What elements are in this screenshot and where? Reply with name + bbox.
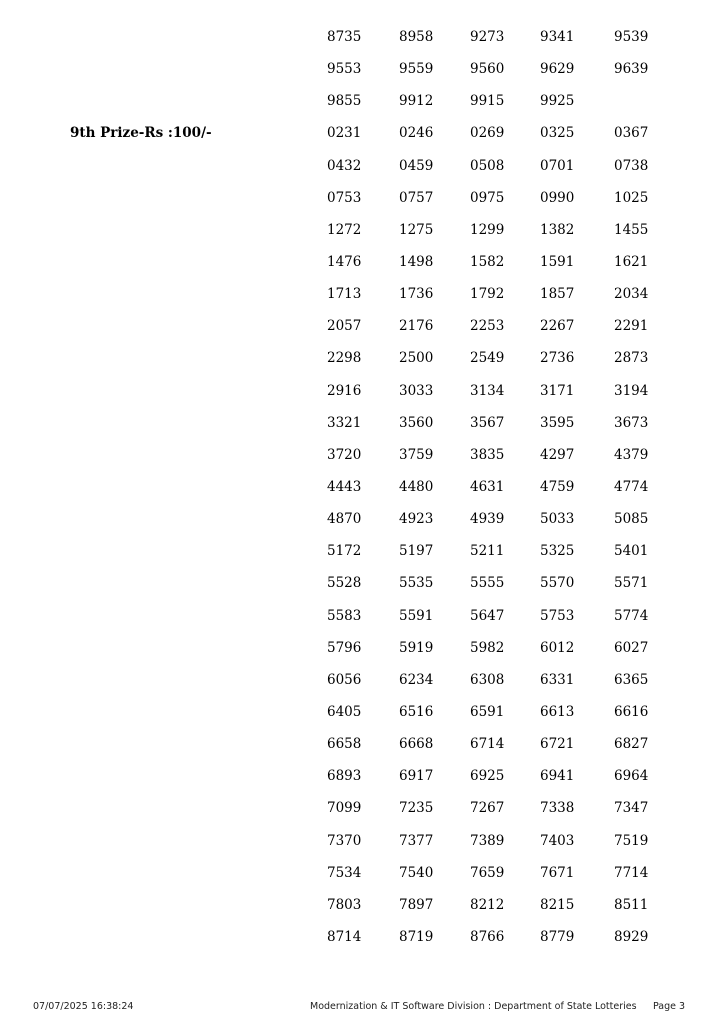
ticket-number: 6234 — [399, 671, 434, 688]
table-row — [0, 317, 724, 349]
ticket-number: 5774 — [614, 607, 649, 624]
ticket-number: 0990 — [540, 189, 575, 206]
ticket-number-grid — [0, 28, 724, 960]
ticket-number: 2736 — [540, 350, 575, 367]
ticket-number: 7338 — [540, 800, 575, 817]
ticket-number: 5033 — [540, 511, 575, 528]
ticket-number: 0246 — [399, 125, 434, 142]
ticket-number: 3321 — [327, 414, 362, 431]
ticket-number: 6365 — [614, 671, 649, 688]
table-row — [0, 221, 724, 253]
table-row — [0, 382, 724, 414]
table-row — [0, 349, 724, 381]
table-row — [0, 157, 724, 189]
ticket-number: 2253 — [470, 318, 505, 335]
ticket-number: 8719 — [399, 928, 434, 945]
table-row — [0, 799, 724, 831]
ticket-number: 6941 — [540, 768, 575, 785]
ticket-number: 6827 — [614, 736, 649, 753]
ticket-number: 2549 — [470, 350, 505, 367]
table-row — [0, 60, 724, 92]
ticket-number: 1621 — [614, 253, 649, 270]
ticket-number: 5401 — [614, 543, 649, 560]
ticket-number: 8212 — [470, 896, 505, 913]
ticket-number: 1498 — [399, 253, 434, 270]
ticket-number: 5555 — [470, 575, 505, 592]
ticket-number: 7540 — [399, 864, 434, 881]
ticket-number: 9925 — [540, 93, 575, 110]
table-row — [0, 639, 724, 671]
ticket-number: 9915 — [470, 93, 505, 110]
ticket-number: 5325 — [540, 543, 575, 560]
ticket-number: 8511 — [614, 896, 649, 913]
ticket-number: 5211 — [470, 543, 505, 560]
ticket-number: 7519 — [614, 832, 649, 849]
ticket-number: 1272 — [327, 221, 362, 238]
ticket-number: 3560 — [399, 414, 434, 431]
ticket-number: 4939 — [470, 511, 505, 528]
ticket-number: 9273 — [470, 29, 505, 45]
ticket-number: 7347 — [614, 800, 649, 817]
ticket-number: 6027 — [614, 639, 649, 656]
prize-heading: 9th Prize-Rs :100/- — [70, 125, 212, 141]
ticket-number: 2873 — [614, 350, 649, 367]
ticket-number: 6964 — [614, 768, 649, 785]
ticket-number: 6308 — [470, 671, 505, 688]
table-row — [0, 574, 724, 606]
ticket-number: 0432 — [327, 157, 362, 174]
ticket-number: 4297 — [540, 446, 575, 463]
ticket-number: 8766 — [470, 928, 505, 945]
table-row — [0, 285, 724, 317]
ticket-number: 5591 — [399, 607, 434, 624]
ticket-number: 2057 — [327, 318, 362, 335]
ticket-number: 3595 — [540, 414, 575, 431]
ticket-number: 9639 — [614, 61, 649, 78]
ticket-number: 1025 — [614, 189, 649, 206]
ticket-number: 0325 — [540, 125, 575, 142]
ticket-number: 1476 — [327, 253, 362, 270]
table-row — [0, 189, 724, 221]
ticket-number: 3720 — [327, 446, 362, 463]
table-row — [0, 124, 724, 156]
ticket-number: 9560 — [470, 61, 505, 78]
ticket-number: 5753 — [540, 607, 575, 624]
ticket-number: 8735 — [327, 29, 362, 45]
ticket-number: 7671 — [540, 864, 575, 881]
ticket-number: 1792 — [470, 286, 505, 303]
ticket-number: 7803 — [327, 896, 362, 913]
table-row — [0, 767, 724, 799]
table-row — [0, 832, 724, 864]
ticket-number: 0701 — [540, 157, 575, 174]
ticket-number: 2916 — [327, 382, 362, 399]
ticket-number: 1857 — [540, 286, 575, 303]
ticket-number: 9341 — [540, 29, 575, 45]
ticket-number: 6925 — [470, 768, 505, 785]
ticket-number: 1382 — [540, 221, 575, 238]
ticket-number: 1736 — [399, 286, 434, 303]
ticket-number: 7659 — [470, 864, 505, 881]
table-row — [0, 478, 724, 510]
table-row — [0, 607, 724, 639]
ticket-number: 5197 — [399, 543, 434, 560]
ticket-number: 4774 — [614, 478, 649, 495]
table-row — [0, 28, 724, 60]
table-row — [0, 671, 724, 703]
ticket-number: 5919 — [399, 639, 434, 656]
ticket-number: 6012 — [540, 639, 575, 656]
print-timestamp: 07/07/2025 16:38:24 — [33, 1001, 134, 1012]
ticket-number: 4379 — [614, 446, 649, 463]
ticket-number: 0508 — [470, 157, 505, 174]
ticket-number: 9629 — [540, 61, 575, 78]
ticket-number: 3194 — [614, 382, 649, 399]
page-number: Page 3 — [653, 1001, 686, 1012]
ticket-number: 0459 — [399, 157, 434, 174]
ticket-number: 7267 — [470, 800, 505, 817]
ticket-number: 7403 — [540, 832, 575, 849]
ticket-number: 3759 — [399, 446, 434, 463]
ticket-number: 8714 — [327, 928, 362, 945]
ticket-number: 3171 — [540, 382, 575, 399]
ticket-number: 9553 — [327, 61, 362, 78]
ticket-number: 5982 — [470, 639, 505, 656]
ticket-number: 5172 — [327, 543, 362, 560]
table-row — [0, 446, 724, 478]
ticket-number: 6917 — [399, 768, 434, 785]
ticket-number: 6516 — [399, 703, 434, 720]
ticket-number: 1299 — [470, 221, 505, 238]
ticket-number: 3673 — [614, 414, 649, 431]
ticket-number: 3835 — [470, 446, 505, 463]
ticket-number: 4631 — [470, 478, 505, 495]
ticket-number: 7099 — [327, 800, 362, 817]
ticket-number: 9559 — [399, 61, 434, 78]
table-row — [0, 542, 724, 574]
table-row — [0, 92, 724, 124]
ticket-number: 5647 — [470, 607, 505, 624]
ticket-number: 2291 — [614, 318, 649, 335]
ticket-number: 9912 — [399, 93, 434, 110]
ticket-number: 0269 — [470, 125, 505, 142]
ticket-number: 9855 — [327, 93, 362, 110]
table-row — [0, 414, 724, 446]
ticket-number: 7370 — [327, 832, 362, 849]
ticket-number: 6616 — [614, 703, 649, 720]
ticket-number: 8958 — [399, 29, 434, 45]
ticket-number: 4870 — [327, 511, 362, 528]
ticket-number: 8215 — [540, 896, 575, 913]
footer-division: Modernization & IT Software Division : Department of State Lotteries — [310, 1001, 637, 1012]
ticket-number: 6331 — [540, 671, 575, 688]
ticket-number: 6591 — [470, 703, 505, 720]
ticket-number: 7235 — [399, 800, 434, 817]
ticket-number: 8779 — [540, 928, 575, 945]
table-row — [0, 253, 724, 285]
ticket-number: 5796 — [327, 639, 362, 656]
table-row — [0, 896, 724, 928]
ticket-number: 8929 — [614, 928, 649, 945]
ticket-number: 3567 — [470, 414, 505, 431]
ticket-number: 7389 — [470, 832, 505, 849]
table-row — [0, 703, 724, 735]
ticket-number: 0753 — [327, 189, 362, 206]
ticket-number: 5528 — [327, 575, 362, 592]
ticket-number: 7714 — [614, 864, 649, 881]
ticket-number: 2298 — [327, 350, 362, 367]
ticket-number: 2500 — [399, 350, 434, 367]
ticket-number: 4443 — [327, 478, 362, 495]
ticket-number: 1713 — [327, 286, 362, 303]
ticket-number: 9539 — [614, 29, 649, 45]
table-row — [0, 928, 724, 960]
ticket-number: 1455 — [614, 221, 649, 238]
ticket-number: 1275 — [399, 221, 434, 238]
ticket-number: 6668 — [399, 736, 434, 753]
table-row — [0, 510, 724, 542]
ticket-number: 6714 — [470, 736, 505, 753]
ticket-number: 0367 — [614, 125, 649, 142]
ticket-number: 0738 — [614, 157, 649, 174]
ticket-number: 5085 — [614, 511, 649, 528]
ticket-number: 6613 — [540, 703, 575, 720]
ticket-number: 4480 — [399, 478, 434, 495]
ticket-number: 0757 — [399, 189, 434, 206]
ticket-number: 7377 — [399, 832, 434, 849]
table-row — [0, 735, 724, 767]
ticket-number: 5583 — [327, 607, 362, 624]
ticket-number: 3033 — [399, 382, 434, 399]
ticket-number: 5570 — [540, 575, 575, 592]
ticket-number: 1591 — [540, 253, 575, 270]
ticket-number: 3134 — [470, 382, 505, 399]
table-row — [0, 864, 724, 896]
ticket-number: 6658 — [327, 736, 362, 753]
ticket-number: 0231 — [327, 125, 362, 142]
ticket-number: 4923 — [399, 511, 434, 528]
ticket-number: 2176 — [399, 318, 434, 335]
ticket-number: 6405 — [327, 703, 362, 720]
ticket-number: 2267 — [540, 318, 575, 335]
ticket-number: 4759 — [540, 478, 575, 495]
ticket-number: 5535 — [399, 575, 434, 592]
ticket-number: 7534 — [327, 864, 362, 881]
ticket-number: 6056 — [327, 671, 362, 688]
ticket-number: 7897 — [399, 896, 434, 913]
ticket-number: 2034 — [614, 286, 649, 303]
ticket-number: 6721 — [540, 736, 575, 753]
ticket-number: 5571 — [614, 575, 649, 592]
ticket-number: 0975 — [470, 189, 505, 206]
ticket-number: 6893 — [327, 768, 362, 785]
ticket-number: 1582 — [470, 253, 505, 270]
